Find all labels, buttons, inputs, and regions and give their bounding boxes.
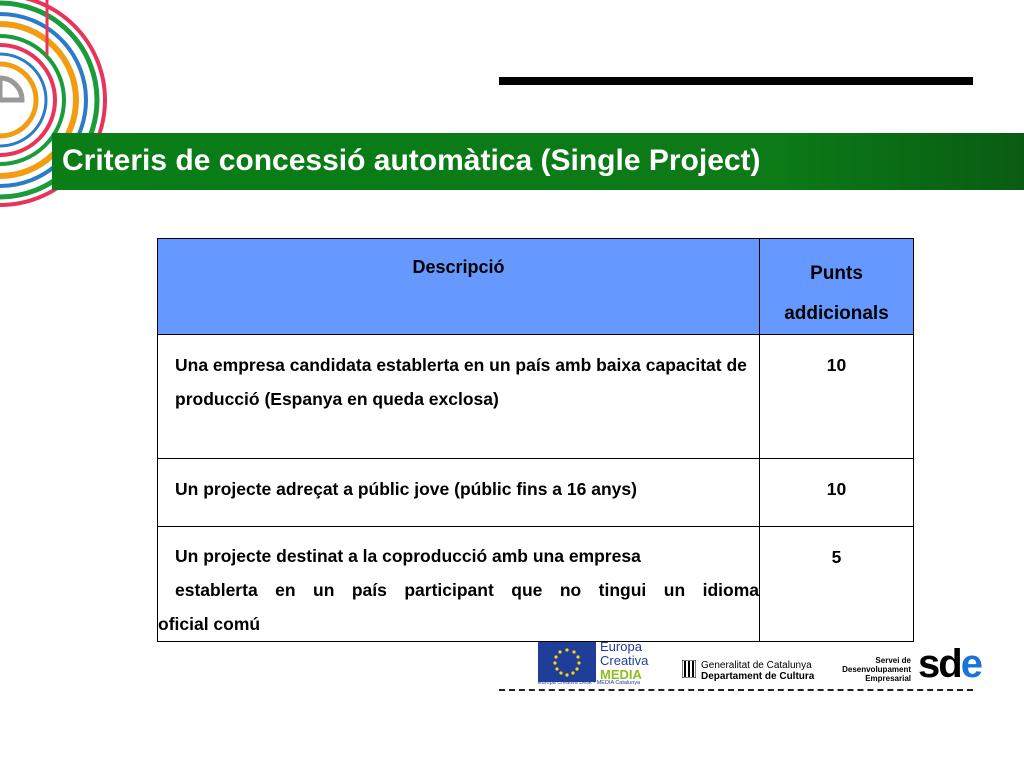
table-header-row <box>158 239 914 335</box>
footer-logos <box>538 639 981 692</box>
header-description: Descripció <box>158 239 760 335</box>
row-points: 10 <box>760 459 914 527</box>
row-points: 10 <box>760 335 914 459</box>
slide-title: Criteris de concessió automàtica (Single Project) <box>62 144 761 177</box>
row-description-line: Un projecte destinat a la coproducció amb una empresa <box>175 546 641 566</box>
row-description <box>158 527 760 642</box>
generalitat-flag-icon <box>682 660 696 678</box>
corner-decoration-rings <box>0 0 110 230</box>
criteria-table <box>157 238 914 642</box>
sde-caption: Servei de Desenvolupament Empresarial <box>842 656 911 683</box>
row-points: 5 <box>760 527 914 642</box>
table-row <box>158 527 914 642</box>
generalitat-logo-text: Generalitat de Catalunya Departament de Cultura <box>701 660 815 682</box>
row-description-line: oficial comú <box>158 614 261 634</box>
table-row <box>158 459 914 527</box>
row-description: Una empresa candidata establerta en un país amb baixa capacitat de producció (Espanya en queda exclosa) <box>158 335 760 459</box>
top-decorative-rule <box>499 77 973 85</box>
header-points: Punts addicionals <box>760 239 914 335</box>
sde-logo: sde <box>918 642 981 686</box>
table-row <box>158 335 914 459</box>
title-bar <box>52 133 1024 190</box>
europa-creativa-subtitle: Europa Creativa Desk - MEDIA Catalunya <box>538 680 641 686</box>
row-description: Un projecte adreçat a públic jove (públic fins a 16 anys) <box>158 459 760 527</box>
europa-creativa-logo-text: Europa Creativa MEDIA <box>600 639 649 682</box>
row-description-line: establerta en un país participant que no tingui un idioma <box>175 580 759 600</box>
eu-flag-icon <box>538 642 596 682</box>
footer-dashed-rule <box>499 689 973 691</box>
